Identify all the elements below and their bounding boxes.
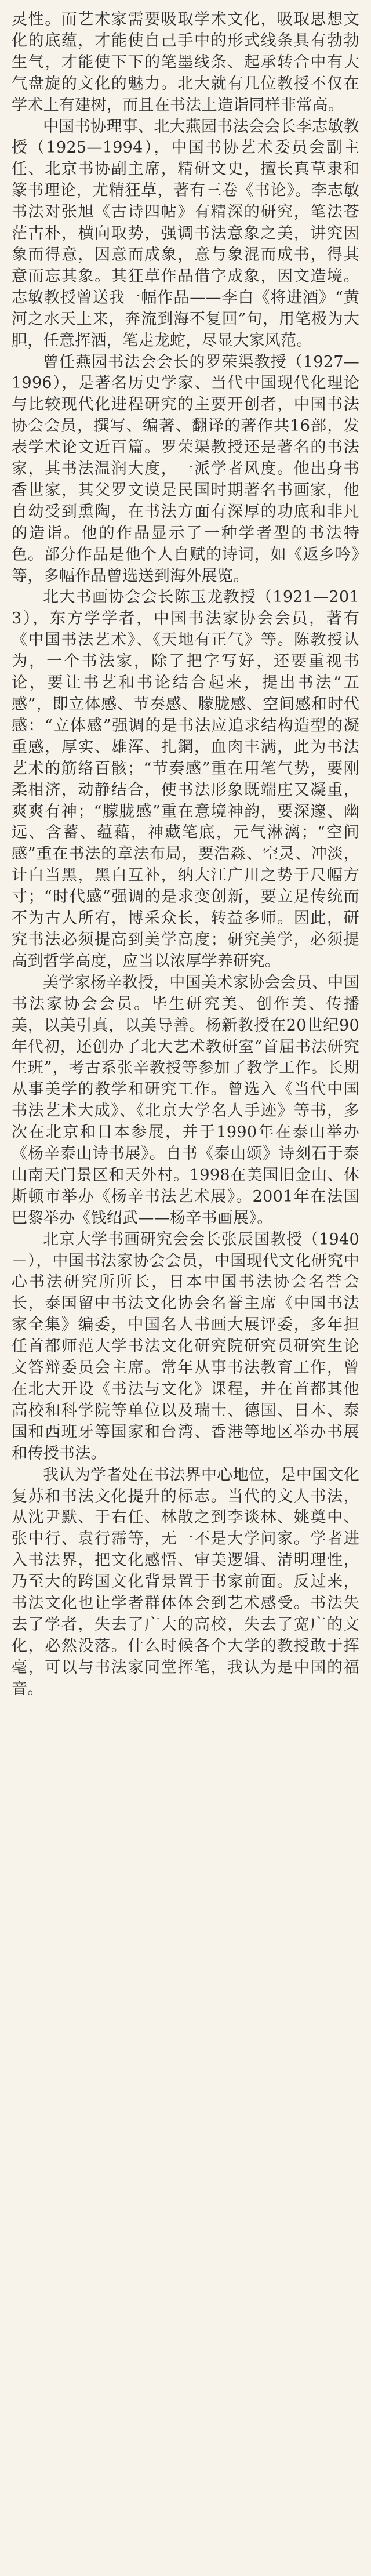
paragraph-continuation: 灵性。而艺术家需要吸取学术文化，吸取思想文化的底蕴，才能使自己手中的形式线条具有勃勃生气，才能使下下的笔墨线条、起承转合中有大气盘旋的文化的魅力。北大就有几位教授不仅在学术上有建树，而且在书法上造诣同样非常高。 <box>12 10 359 114</box>
paragraph-zhang-chenguo: 北京大学书画研究会会长张辰国教授（1940－），中国书法家协会会员，中国现代文化研究中心书法研究所所长，日本中国书法协会名誉会长，泰国留中书法文化协会名誉主席《中国书法家全集》编委，中国名人书画大展评委，多年担任首都师范大学书法文化研究院研究员研究生论文答辩委员会主席。常年从事书法教育工作，曾在北大开设《书法与文化》课程，并在首都其他高校和科学院等单位以及瑞士、德国、日本、泰国和西班牙等国家和台湾、香港等地区举办书展和传授书法。 <box>12 1230 359 1463</box>
paragraph-chen-yulong: 北大书画协会会长陈玉龙教授（1921—2013），东方学学者，中国书法家协会会员，著有《中国书法艺术》、《天地有正气》等。陈教授认为，一个书法家，除了把字写好，还要重视书论，要让书艺和书论结合起来，提出书法“五感”，即立体感、节奏感、朦胧感、空间感和时代感：“立体感”强调的是书法应追求结构造型的凝重感，厚实、雄浑、扎鋼，血肉丰满，此为书法艺术的筋络百骸；“节奏感”重在用笔气势，要刚柔相济，动静结合，使书法形象既端庄又凝重，爽爽有神；“朦胧感”重在意境神韵，要深邃、幽远、含蓄、蕴藉，神藏笔底，元气淋漓；“空间感”重在书法的章法布局，要浩淼、空灵、冲淡，计白当黑，黑白互补，纳大江广川之势于尺幅方寸；“时代感”强调的是求变创新，要立足传统而不为古人所宥，博采众长，转益多师。因此，研究书法必须提高到美学高度；研究美学，必须提高到哲学高度，应当以浓厚学养研究。 <box>12 588 359 970</box>
paragraph-li-zhimin: 中国书协理事、北大燕园书法会会长李志敏教授（1925—1994），中国书协艺术委员会副主任、北京书协副主席，精研文史，擅长真草隶和篆书理论，尤精狂草，著有三卷《书论》。李志敏书法对张旭《古诗四帖》有精深的研究，笔法苍茫古朴，横向取势，强调书法意象之美，讲究因象而得意，因意而成象，意与象混而成书，得其意而忘其象。其狂草作品借字成象，因文造境。志敏教授曾送我一幅作品——李白《将进酒》“黄河之水天上来，奔流到海不复回”句，用笔极为大胆，任意挥洒，笔走龙蛇，尽显大家风范。 <box>12 117 359 350</box>
paragraph-yang-xin: 美学家杨辛教授，中国美术家协会会员、中国书法家协会会员。毕生研究美、创作美、传播美，以美引真，以美导善。杨新教授在20世纪90年代初，还创办了北大艺术教研室“首届书法研究生班”，考古系张辛教授等参加了教学工作。长期从事美学的教学和研究工作。曾选入《当代中国书法艺术大成》、《北京大学名人手迹》等书，多次在北京和日本参展，并于1990年在泰山举办《杨辛泰山诗书展》。自书《泰山颂》诗刻石于泰山南天门景区和天外村。1998在美国旧金山、休斯顿市举办《杨辛书法艺术展》。2001年在法国巴黎举办《钱绍武——杨辛书画展》。 <box>12 973 359 1227</box>
paragraph-luo-rongqu: 曾任燕园书法会会长的罗荣渠教授（1927—1996），是著名历史学家、当代中国现代化理论与比较现代化进程研究的主要开创者，中国书法协会会员，撰写、编著、翻译的著作共16部，发表学术论文近百篇。罗荣渠教授还是著名的书法家，其书法温润大度，一派学者风度。他出身书香世家，其父罗文谟是民国时期著名书画家，他自幼受到熏陶，在书法方面有深厚的功底和非凡的造诣。他的作品显示了一种学者型的书法特色。部分作品是他个人自赋的诗词，如《返乡吟》等，多幅作品曾选送到海外展览。 <box>12 353 359 585</box>
paragraph-conclusion: 我认为学者处在书法界中心地位，是中国文化复苏和书法文化提升的标志。当代的文人书法，从沈尹默、于右任、林散之到李谈林、姚奠中、张中行、袁行霈等，无一不是大学问家。学者进入书法界，把文化感悟、审美逻辑、清明理性，乃至大的跨国文化背景置于书家前面。反过来，书法文化也让学者群体体会到艺术感受。书法失去了学者，失去了广大的高校，失去了宽广的文化，必然没落。什么时候各个大学的教授敢于挥毫，可以与书法家同堂挥笔，我认为是中国的福音。 <box>12 1465 359 1698</box>
